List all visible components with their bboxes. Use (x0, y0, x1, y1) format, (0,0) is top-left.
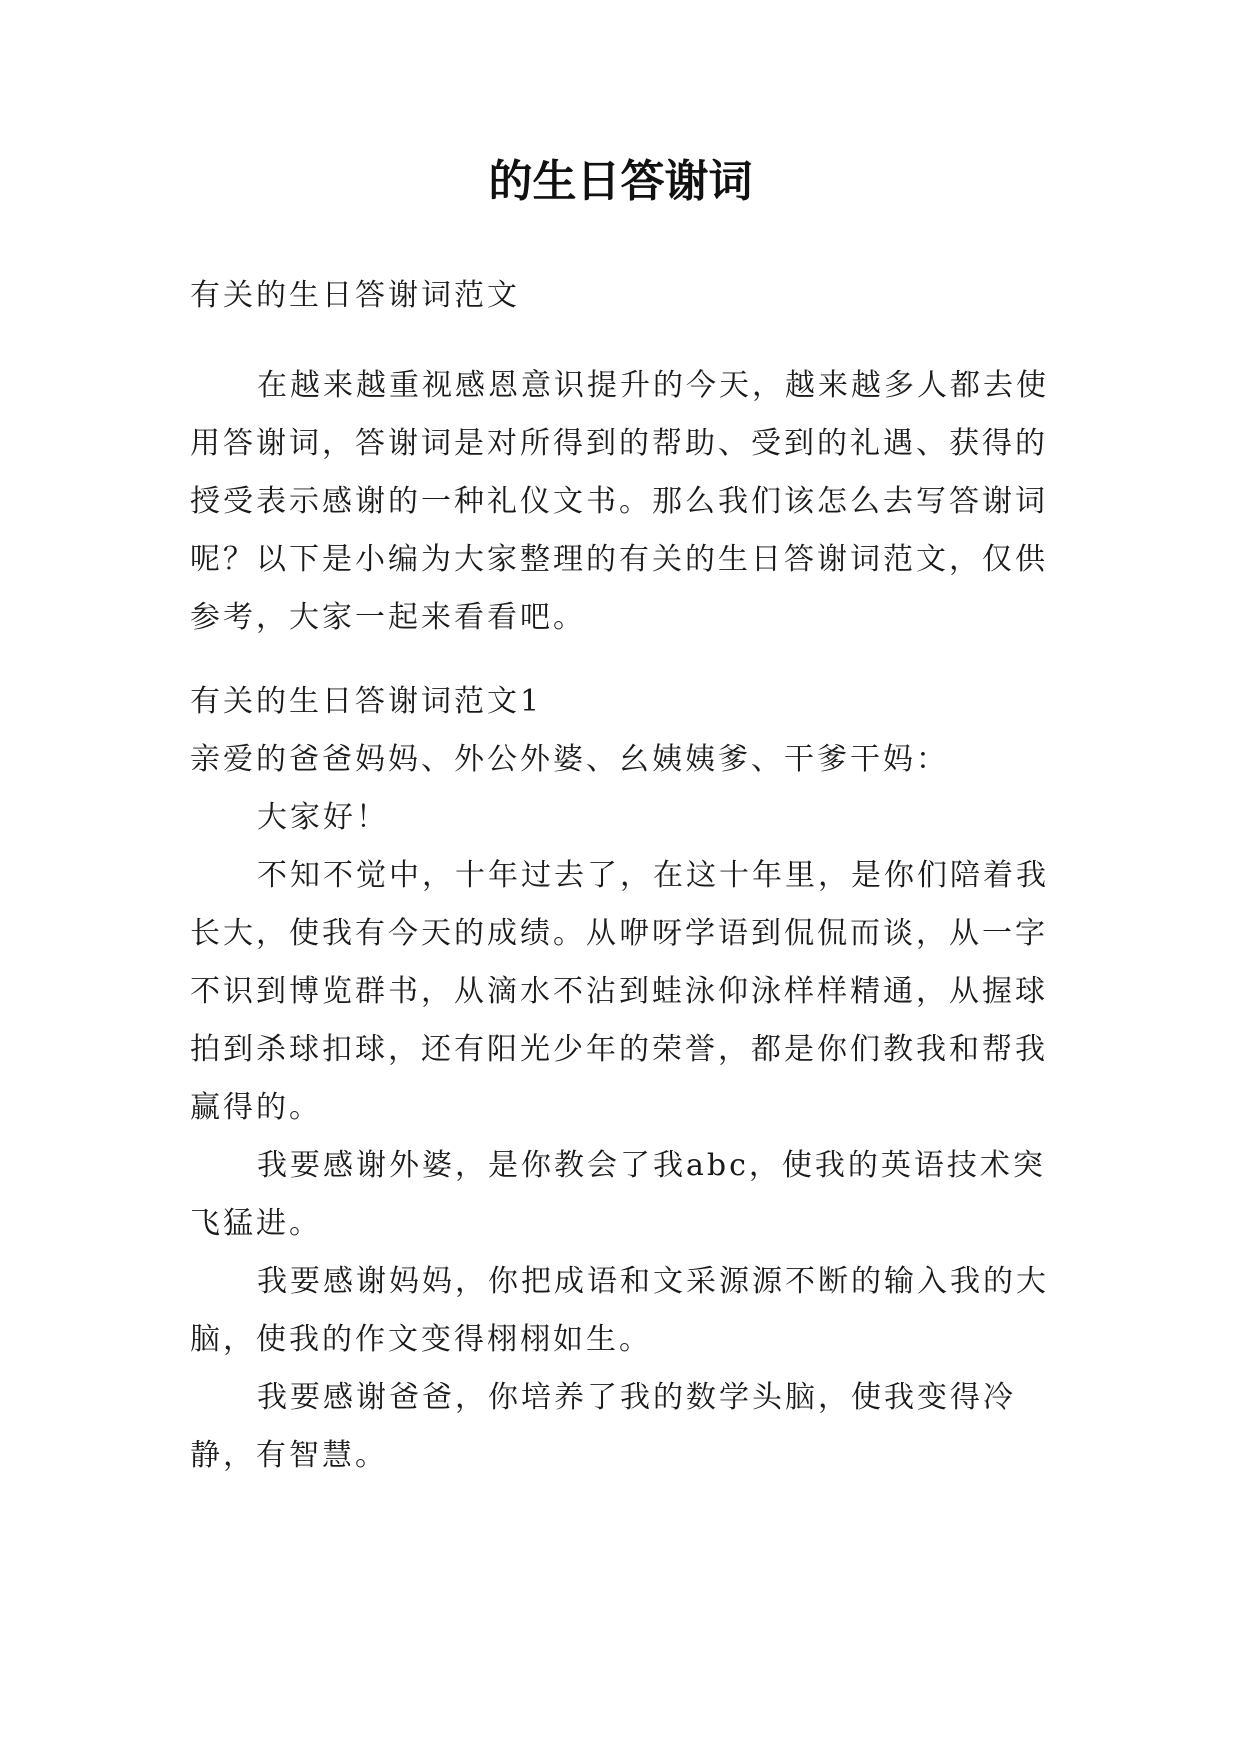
subtitle: 有关的生日答谢词范文 (190, 278, 520, 313)
body-paragraph: 不知不觉中，十年过去了，在这十年里，是你们陪着我长大，使我有今天的成绩。从咿呀学语到侃侃而谈，从一字不识到博览群书，从滴水不沾到蛙泳仰泳样样精通，从握球拍到杀球扣球，还有阳光少年的荣誉，都是你们教我和帮我赢得的。 (190, 858, 1049, 1125)
subtitle-block (190, 267, 1055, 325)
body-paragraph: 我要感谢爸爸，你培养了我的数学头脑，使我变得冷静，有智慧。 (190, 1380, 1016, 1473)
intro-block (190, 357, 1055, 647)
page-title: 的生日答谢词 (488, 156, 753, 207)
body-paragraph: 我要感谢妈妈，你把成语和文采源源不断的输入我的大脑，使我的作文变得栩栩如生。 (190, 1264, 1049, 1357)
body-paragraph: 我要感谢外婆，是你教会了我abc，使我的英语技术突飞猛进。 (190, 1148, 1046, 1241)
salutation: 亲爱的爸爸妈妈、外公外婆、幺姨姨爹、干爹干妈： (190, 742, 949, 777)
greeting: 大家好！ (257, 800, 389, 835)
section-block (190, 673, 1055, 1485)
intro-paragraph: 在越来越重视感恩意识提升的今天，越来越多人都去使用答谢词，答谢词是对所得到的帮助、受到的礼遇、获得的授受表示感谢的一种礼仪文书。那么我们该怎么去写答谢词呢？以下是小编为大家整理的有关的生日答谢词范文，仅供参考，大家一起来看看吧。 (190, 368, 1049, 635)
section-heading: 有关的生日答谢词范文1 (190, 684, 543, 719)
